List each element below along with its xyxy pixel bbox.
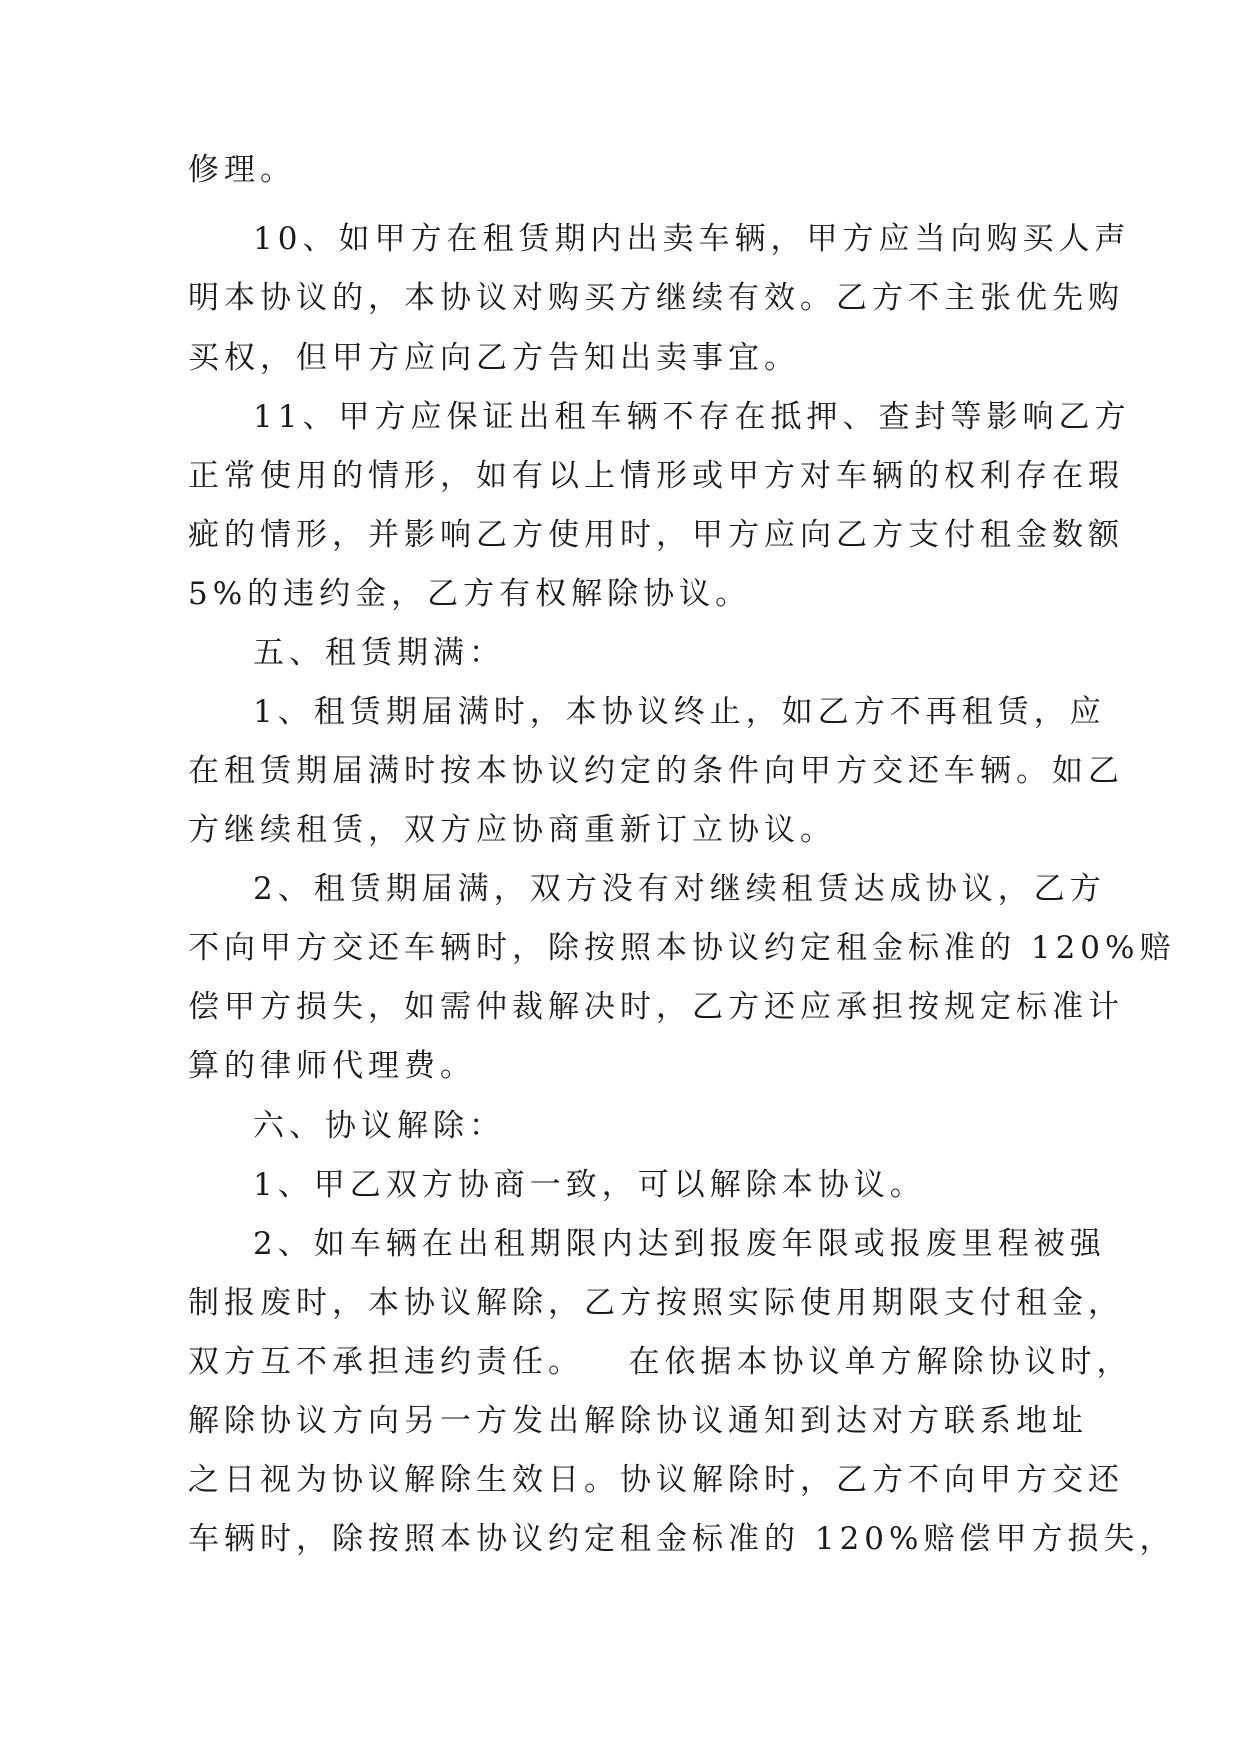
text-line: 正常使用的情形，如有以上情形或甲方对车辆的权利存在瑕 — [188, 458, 1124, 494]
text-line: 修理。 — [188, 152, 296, 188]
text-line: 在租赁期届满时按本协议约定的条件向甲方交还车辆。如乙 — [188, 753, 1124, 789]
text-line: 1、租赁期届满时，本协议终止，如乙方不再租赁，应 — [253, 694, 1106, 730]
text-line: 明本协议的，本协议对购买方继续有效。乙方不主张优先购 — [188, 280, 1124, 316]
text-line: 车辆时，除按照本协议约定租金标准的 120%赔偿甲方损失， — [188, 1521, 1176, 1557]
text-line: 之日视为协议解除生效日。协议解除时，乙方不向甲方交还 — [188, 1462, 1124, 1498]
text-line: 制报废时，本协议解除，乙方按照实际使用期限支付租金， — [188, 1285, 1124, 1321]
text-line: 不向甲方交还车辆时，除按照本协议约定租金标准的 120%赔 — [188, 930, 1176, 966]
text-line: 2、如车辆在出租期限内达到报废年限或报废里程被强 — [253, 1226, 1106, 1262]
section-heading: 六、协议解除： — [253, 1108, 505, 1144]
text-line: 2、租赁期届满，双方没有对继续租赁达成协议，乙方 — [253, 871, 1106, 907]
text-line: 5%的违约金，乙方有权解除协议。 — [188, 576, 752, 612]
text-line: 11、甲方应保证出租车辆不存在抵押、查封等影响乙方 — [253, 399, 1131, 435]
text-line: 1、甲乙双方协商一致，可以解除本协议。 — [253, 1167, 926, 1203]
text-line: 疵的情形，并影响乙方使用时，甲方应向乙方支付租金数额 — [188, 517, 1124, 553]
text-line: 解除协议方向另一方发出解除协议通知到达对方联系地址 — [188, 1403, 1088, 1439]
text-line: 10、如甲方在租赁期内出卖车辆，甲方应当向购买人声 — [253, 221, 1131, 257]
text-line: 方继续租赁，双方应协商重新订立协议。 — [188, 812, 836, 848]
text-line: 买权，但甲方应向乙方告知出卖事宜。 — [188, 340, 800, 376]
section-heading: 五、租赁期满： — [253, 635, 505, 671]
text-line: 双方互不承担违约责任。 在依据本协议单方解除协议时， — [188, 1344, 1133, 1380]
text-line: 偿甲方损失，如需仲裁解决时，乙方还应承担按规定标准计 — [188, 989, 1124, 1025]
text-line: 算的律师代理费。 — [188, 1048, 476, 1084]
